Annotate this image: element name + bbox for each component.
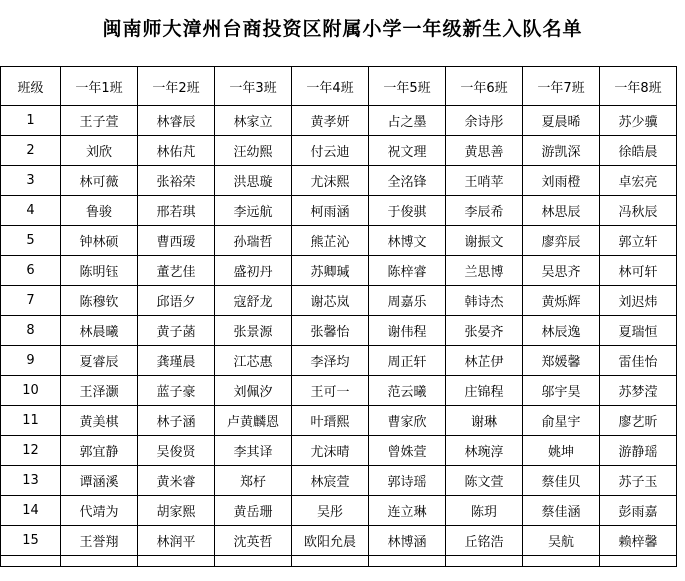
student-name-cell: 刘佩汐	[215, 376, 292, 406]
student-name-cell: 祝文理	[369, 136, 446, 166]
empty-cell	[292, 556, 369, 567]
student-name-cell: 董艺佳	[138, 256, 215, 286]
header-class-2: 一年2班	[138, 67, 215, 106]
header-class-number: 班级	[1, 67, 61, 106]
row-number-cell: 13	[1, 466, 61, 496]
student-name-cell: 黄子菡	[138, 316, 215, 346]
empty-cell	[446, 556, 523, 567]
empty-cell	[215, 556, 292, 567]
student-name-cell: 苏梦滢	[600, 376, 677, 406]
student-name-cell: 王哨苹	[446, 166, 523, 196]
student-name-cell: 李远航	[215, 196, 292, 226]
row-number-cell: 12	[1, 436, 61, 466]
table-row	[1, 496, 677, 526]
student-name-cell: 吴彤	[292, 496, 369, 526]
header-class-8: 一年8班	[600, 67, 677, 106]
student-name-cell: 徐皓晨	[600, 136, 677, 166]
student-name-cell: 尤沫晴	[292, 436, 369, 466]
table-row	[1, 286, 677, 316]
student-name-cell: 林博文	[369, 226, 446, 256]
row-number-cell: 6	[1, 256, 61, 286]
student-name-cell: 游静瑶	[600, 436, 677, 466]
student-name-cell: 王可一	[292, 376, 369, 406]
row-number-cell: 2	[1, 136, 61, 166]
student-name-cell: 林思辰	[523, 196, 600, 226]
page-title: 闽南师大漳州台商投资区附属小学一年级新生入队名单	[102, 18, 583, 40]
row-number-cell: 11	[1, 406, 61, 436]
table-row	[1, 376, 677, 406]
table-row	[1, 166, 677, 196]
table-row	[1, 196, 677, 226]
student-name-cell: 李其译	[215, 436, 292, 466]
table-row	[1, 466, 677, 496]
student-name-cell: 王誉翔	[61, 526, 138, 556]
student-name-cell: 林琬淳	[446, 436, 523, 466]
header-class-1: 一年1班	[61, 67, 138, 106]
student-name-cell: 夏瑞恒	[600, 316, 677, 346]
student-name-cell: 蔡佳贝	[523, 466, 600, 496]
empty-cell	[523, 556, 600, 567]
student-name-cell: 彭雨嘉	[600, 496, 677, 526]
student-name-cell: 占之墨	[369, 106, 446, 136]
student-name-cell: 谭涵溪	[61, 466, 138, 496]
student-name-cell: 范云曦	[369, 376, 446, 406]
empty-cell	[369, 556, 446, 567]
student-name-cell: 柯雨涵	[292, 196, 369, 226]
student-name-cell: 黄烁辉	[523, 286, 600, 316]
row-number-cell: 5	[1, 226, 61, 256]
student-name-cell: 林宸萱	[292, 466, 369, 496]
student-name-cell: 谢琳	[446, 406, 523, 436]
student-name-cell: 俞星宇	[523, 406, 600, 436]
student-name-cell: 熊芷沁	[292, 226, 369, 256]
student-name-cell: 陈穆钦	[61, 286, 138, 316]
row-number-cell: 8	[1, 316, 61, 346]
student-name-cell: 全洺锋	[369, 166, 446, 196]
student-name-cell: 林辰逸	[523, 316, 600, 346]
empty-row	[1, 556, 677, 567]
table-row	[1, 406, 677, 436]
student-name-cell: 谢芯岚	[292, 286, 369, 316]
student-name-cell: 吴俊贤	[138, 436, 215, 466]
student-name-cell: 蓝子豪	[138, 376, 215, 406]
table-row	[1, 106, 677, 136]
student-name-cell: 兰思博	[446, 256, 523, 286]
student-name-cell: 黄米睿	[138, 466, 215, 496]
student-name-cell: 廖弈辰	[523, 226, 600, 256]
student-name-cell: 苏少骥	[600, 106, 677, 136]
student-name-cell: 苏子玉	[600, 466, 677, 496]
student-name-cell: 夏晨晞	[523, 106, 600, 136]
student-name-cell: 刘欣	[61, 136, 138, 166]
student-name-cell: 陈文萱	[446, 466, 523, 496]
student-name-cell: 吴思齐	[523, 256, 600, 286]
student-name-cell: 雷佳怡	[600, 346, 677, 376]
row-number-cell: 14	[1, 496, 61, 526]
table-row	[1, 256, 677, 286]
row-number-cell: 3	[1, 166, 61, 196]
student-name-cell: 代靖为	[61, 496, 138, 526]
student-name-cell: 连立琳	[369, 496, 446, 526]
student-name-cell: 张裕荣	[138, 166, 215, 196]
student-name-cell: 余诗彤	[446, 106, 523, 136]
roster-table	[0, 66, 677, 567]
student-name-cell: 寇舒龙	[215, 286, 292, 316]
empty-cell	[1, 556, 61, 567]
student-name-cell: 苏卿瑊	[292, 256, 369, 286]
student-name-cell: 曹家欣	[369, 406, 446, 436]
table-row	[1, 316, 677, 346]
student-name-cell: 张馨怡	[292, 316, 369, 346]
header-class-4: 一年4班	[292, 67, 369, 106]
header-class-7: 一年7班	[523, 67, 600, 106]
student-name-cell: 黄美棋	[61, 406, 138, 436]
student-name-cell: 林家立	[215, 106, 292, 136]
student-name-cell: 赖梓馨	[600, 526, 677, 556]
student-name-cell: 尤沫熙	[292, 166, 369, 196]
student-name-cell: 刘迟炜	[600, 286, 677, 316]
student-name-cell: 叶瑨熙	[292, 406, 369, 436]
empty-cell	[61, 556, 138, 567]
row-number-cell: 9	[1, 346, 61, 376]
student-name-cell: 庄锦程	[446, 376, 523, 406]
row-number-cell: 15	[1, 526, 61, 556]
row-number-cell: 7	[1, 286, 61, 316]
student-name-cell: 邢若琪	[138, 196, 215, 226]
student-name-cell: 曾姝萱	[369, 436, 446, 466]
student-name-cell: 刘雨橙	[523, 166, 600, 196]
empty-cell	[138, 556, 215, 567]
student-name-cell: 汪幼熙	[215, 136, 292, 166]
student-name-cell: 林睿辰	[138, 106, 215, 136]
student-name-cell: 洪思璇	[215, 166, 292, 196]
header-class-5: 一年5班	[369, 67, 446, 106]
student-name-cell: 游凯深	[523, 136, 600, 166]
student-name-cell: 黄岳珊	[215, 496, 292, 526]
student-name-cell: 谢伟程	[369, 316, 446, 346]
student-name-cell: 江芯惠	[215, 346, 292, 376]
student-name-cell: 欧阳允晨	[292, 526, 369, 556]
student-name-cell: 林润平	[138, 526, 215, 556]
student-name-cell: 郑杍	[215, 466, 292, 496]
student-name-cell: 陈梓睿	[369, 256, 446, 286]
student-name-cell: 谢振文	[446, 226, 523, 256]
student-name-cell: 付云迪	[292, 136, 369, 166]
student-name-cell: 钟林硕	[61, 226, 138, 256]
student-name-cell: 鲁骏	[61, 196, 138, 226]
student-name-cell: 王泽灏	[61, 376, 138, 406]
table-row	[1, 526, 677, 556]
student-name-cell: 周正轩	[369, 346, 446, 376]
student-name-cell: 李辰希	[446, 196, 523, 226]
empty-cell	[600, 556, 677, 567]
student-name-cell: 冯秋辰	[600, 196, 677, 226]
table-row	[1, 226, 677, 256]
student-name-cell: 林博涵	[369, 526, 446, 556]
student-name-cell: 胡家熙	[138, 496, 215, 526]
student-name-cell: 李泽均	[292, 346, 369, 376]
student-name-cell: 夏睿辰	[61, 346, 138, 376]
student-name-cell: 林晨曦	[61, 316, 138, 346]
student-name-cell: 王子萱	[61, 106, 138, 136]
student-name-cell: 郑媛馨	[523, 346, 600, 376]
student-name-cell: 卓宏亮	[600, 166, 677, 196]
student-name-cell: 黄孝妍	[292, 106, 369, 136]
table-row	[1, 436, 677, 466]
student-name-cell: 孙瑞哲	[215, 226, 292, 256]
student-name-cell: 邬宇昊	[523, 376, 600, 406]
student-name-cell: 曹西瑷	[138, 226, 215, 256]
student-name-cell: 于俊骐	[369, 196, 446, 226]
student-name-cell: 廖艺昕	[600, 406, 677, 436]
student-name-cell: 卢黄麟恩	[215, 406, 292, 436]
row-number-cell: 1	[1, 106, 61, 136]
student-name-cell: 周嘉乐	[369, 286, 446, 316]
row-number-cell: 4	[1, 196, 61, 226]
student-name-cell: 黄思善	[446, 136, 523, 166]
table-row	[1, 136, 677, 166]
student-name-cell: 姚坤	[523, 436, 600, 466]
student-name-cell: 盛初丹	[215, 256, 292, 286]
student-name-cell: 蔡佳涵	[523, 496, 600, 526]
student-name-cell: 陈明钰	[61, 256, 138, 286]
student-name-cell: 林佑芃	[138, 136, 215, 166]
student-name-cell: 龚瑾晨	[138, 346, 215, 376]
student-name-cell: 林子涵	[138, 406, 215, 436]
student-name-cell: 丘铭浩	[446, 526, 523, 556]
student-name-cell: 吴航	[523, 526, 600, 556]
student-name-cell: 韩诗杰	[446, 286, 523, 316]
row-number-cell: 10	[1, 376, 61, 406]
header-class-6: 一年6班	[446, 67, 523, 106]
header-row	[1, 67, 677, 106]
student-name-cell: 张景源	[215, 316, 292, 346]
student-name-cell: 陈玥	[446, 496, 523, 526]
student-name-cell: 郭诗瑶	[369, 466, 446, 496]
student-name-cell: 沈英哲	[215, 526, 292, 556]
student-name-cell: 邱语夕	[138, 286, 215, 316]
student-name-cell: 张晏齐	[446, 316, 523, 346]
student-name-cell: 郭立轩	[600, 226, 677, 256]
table-row	[1, 346, 677, 376]
student-name-cell: 林可薇	[61, 166, 138, 196]
header-class-3: 一年3班	[215, 67, 292, 106]
student-name-cell: 林可轩	[600, 256, 677, 286]
student-name-cell: 林芷伊	[446, 346, 523, 376]
student-name-cell: 郭宜静	[61, 436, 138, 466]
